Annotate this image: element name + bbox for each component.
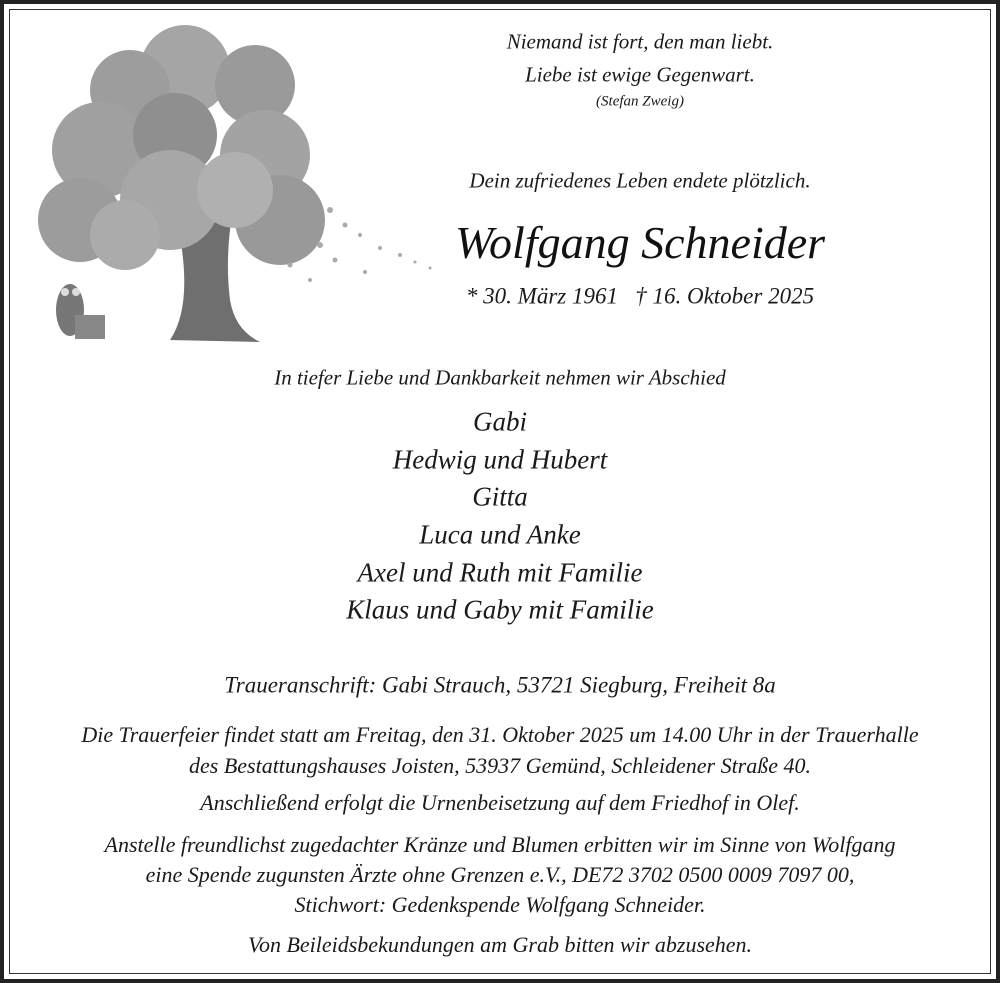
mourner: Luca und Anke: [419, 519, 581, 550]
donation-line-3: Stichwort: Gedenkspende Wolfgang Schneider.: [294, 892, 706, 917]
quote-line-1: Niemand ist fort, den man liebt.: [506, 29, 774, 54]
burial-text: Anschließend erfolgt die Urnenbeisetzung auf dem Friedhof in Olef.: [200, 790, 800, 815]
mourner: Hedwig und Hubert: [392, 444, 608, 475]
life-dates: * 30. März 1961 † 16. Oktober 2025: [465, 283, 815, 309]
quote-line-2: Liebe ist ewige Gegenwart.: [525, 62, 755, 87]
mourner: Gabi: [473, 406, 527, 437]
ceremony-line-1: Die Trauerfeier findet statt am Freitag, den 31. Oktober 2025 um 14.00 Uhr in der Trauerhalle: [81, 722, 919, 747]
mourner: Klaus und Gaby mit Familie: [346, 594, 654, 625]
tree-with-owl-illustration: [20, 10, 460, 350]
donation-line-2: eine Spende zugunsten Ärzte ohne Grenzen e.V., DE72 3702 0500 0009 7097 00,: [145, 862, 855, 887]
closing-text: Von Beileidsbekundungen am Grab bitten wir abzusehen.: [247, 932, 753, 957]
quote-author: (Stefan Zweig): [596, 93, 684, 110]
deceased-name: Wolfgang Schneider: [454, 217, 826, 268]
mourner: Gitta: [472, 481, 528, 512]
mourner: Axel und Ruth mit Familie: [357, 557, 643, 588]
farewell-text: In tiefer Liebe und Dankbarkeit nehmen wir Abschied: [274, 365, 726, 390]
intro-text: Dein zufriedenes Leben endete plötzlich.: [469, 168, 811, 193]
mourning-address: Traueranschrift: Gabi Strauch, 53721 Siegburg, Freiheit 8a: [224, 672, 776, 698]
owl-icon: [56, 284, 105, 339]
donation-line-1: Anstelle freundlichst zugedachter Kränze und Blumen erbitten wir im Sinne von Wolfgang: [104, 832, 896, 857]
ceremony-line-2: des Bestattungshauses Joisten, 53937 Gemünd, Schleidener Straße 40.: [188, 753, 812, 778]
